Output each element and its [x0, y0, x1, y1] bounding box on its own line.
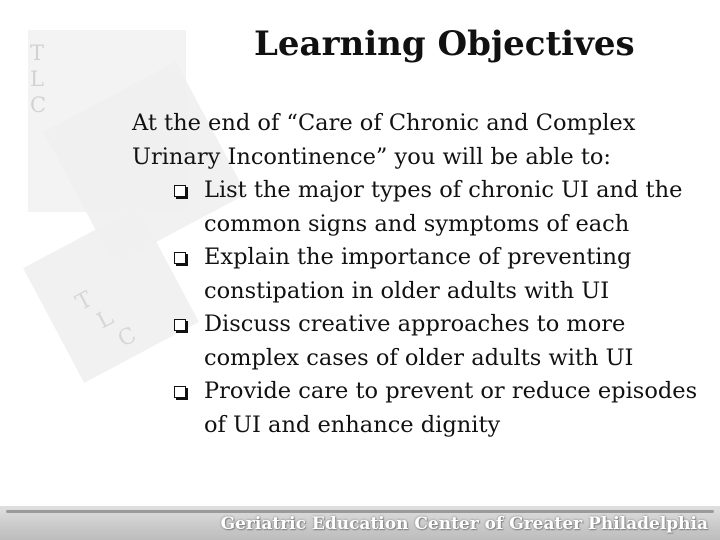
slide-title: Learning Objectives: [254, 24, 635, 64]
objective-text: Explain the importance of preventing constipation in older adults with UI: [204, 244, 632, 304]
square-bullet-icon: [174, 252, 186, 264]
list-item: [132, 375, 712, 442]
tlc-letter: C: [30, 93, 47, 117]
footer-bar: [0, 506, 720, 540]
intro-text: [132, 106, 712, 174]
tlc-watermark-top: [30, 40, 50, 118]
objective-text: List the major types of chronic UI and the common signs and symptoms of each: [204, 177, 683, 237]
tlc-letter: L: [93, 305, 118, 335]
list-item: [132, 308, 712, 375]
intro-line: At the end of “Care of Chronic and Complex: [132, 110, 636, 136]
square-bullet-icon: [174, 185, 186, 197]
footer-text: Geriatric Education Center of Greater Philadelphia: [220, 514, 708, 534]
objective-text: Provide care to prevent or reduce episodes of UI and enhance dignity: [204, 378, 698, 438]
tlc-letter: T: [30, 41, 45, 65]
tlc-letter: C: [114, 322, 141, 353]
objectives-list: [132, 174, 712, 442]
list-item: [132, 174, 712, 241]
square-bullet-icon: [174, 386, 186, 398]
slide-content: [132, 106, 712, 442]
square-bullet-icon: [174, 319, 186, 331]
tlc-letter: L: [30, 67, 44, 91]
tlc-letter: T: [72, 287, 97, 317]
list-item: [132, 241, 712, 308]
objective-text: Discuss creative approaches to more complex cases of older adults with UI: [204, 311, 634, 371]
intro-line: Urinary Incontinence” you will be able to:: [132, 144, 611, 170]
